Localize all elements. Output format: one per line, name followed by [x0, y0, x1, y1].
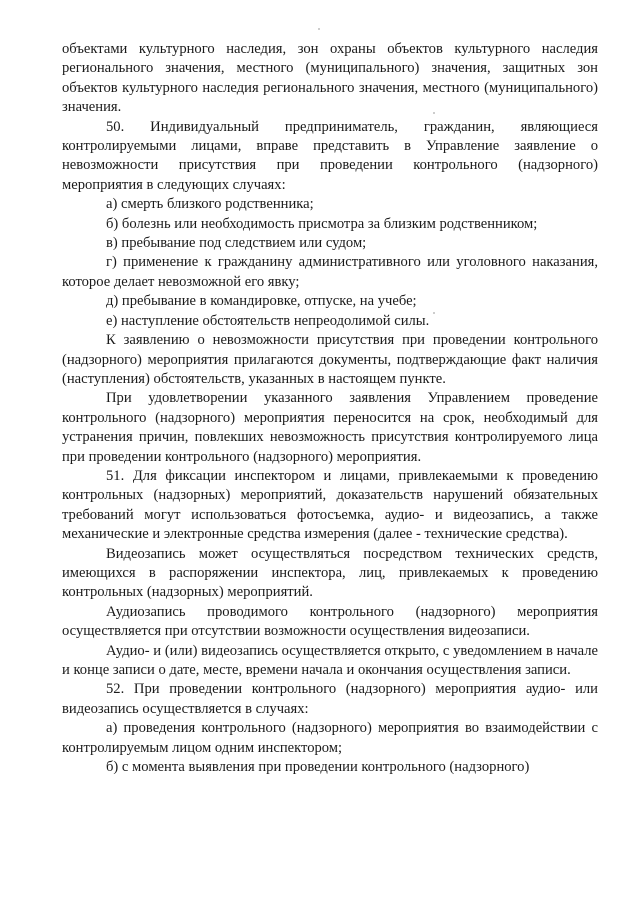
list-item-52a: а) проведения контрольного (надзорного) мероприятия во взаимодействии с контролируемым лицом одним инспектором;: [62, 720, 598, 756]
scan-speck: [318, 28, 320, 30]
scan-speck: [433, 112, 435, 114]
list-item-v: в) пребывание под следствием или судом;: [106, 235, 367, 252]
list-item-e: е) наступление обстоятельств непреодолимой силы.: [106, 312, 430, 329]
paragraph-continuation: объектами культурного наследия, зон охраны объектов культурного наследия регионального значения, местного (муниципального) значения, защитных зон объектов культурного наследия регионального значения, местного (муниципального) значения.: [62, 41, 598, 116]
list-item-52b: б) с момента выявления при проведении контрольного (надзорного): [106, 759, 530, 776]
paragraph-item-50: 50. Индивидуальный предприниматель, гражданин, являющиеся контролируемыми лицами, вправе представить в Управление заявление о невозможности присутствия при проведении контрольного (надзорного) мероприятия в следующих случаях:: [62, 118, 598, 193]
paragraph-attachments: К заявлению о невозможности присутствия при проведении контрольного (надзорного) мероприятия прилагаются документы, подтверждающие факт наличия (наступления) обстоятельств, указанных в настоящем пункте.: [62, 332, 598, 387]
paragraph-open-recording: Аудио- и (или) видеозапись осуществляется открыто, с уведомлением в начале и конце записи о дате, месте, времени начала и окончания осуществления записи.: [62, 642, 598, 678]
document-page: [62, 40, 598, 777]
paragraph-audio: Аудиозапись проводимого контрольного (надзорного) мероприятия осуществляется при отсутствии возможности осуществления видеозаписи.: [62, 603, 598, 640]
list-item-d: д) пребывание в командировке, отпуске, на учебе;: [106, 293, 417, 310]
list-item-g: г) применение к гражданину административного или уголовного наказания, которое делает невозможной его явку;: [62, 254, 598, 290]
paragraph-postponement: При удовлетворении указанного заявления Управлением проведение контрольного (надзорного) мероприятия переносится на срок, необходимый для устранения причин, повлекших невозможность присутствия контролируемого лица при проведении контрольного (надзорного) мероприятия.: [62, 390, 598, 465]
list-item-b: б) болезнь или необходимость присмотра за близким родственником;: [106, 215, 538, 232]
paragraph-video: Видеозапись может осуществляться посредством технических средств, имеющихся в распоряжении инспектора, лиц, привлекаемых к проведению контрольных (надзорных) мероприятий.: [62, 545, 598, 601]
list-item-a: а) смерть близкого родственника;: [106, 196, 314, 213]
scan-speck: [433, 312, 435, 314]
paragraph-item-52: 52. При проведении контрольного (надзорного) мероприятия аудио- или видеозапись осуществляется в случаях:: [62, 681, 598, 717]
paragraph-item-51: 51. Для фиксации инспектором и лицами, привлекаемыми к проведению контрольных (надзорных) мероприятий, доказательств нарушений обязательных требований могут использоваться фотосъемка, аудио- и видеозапись, а также механические и электронные средства измерения (далее - технические средства).: [62, 467, 598, 543]
